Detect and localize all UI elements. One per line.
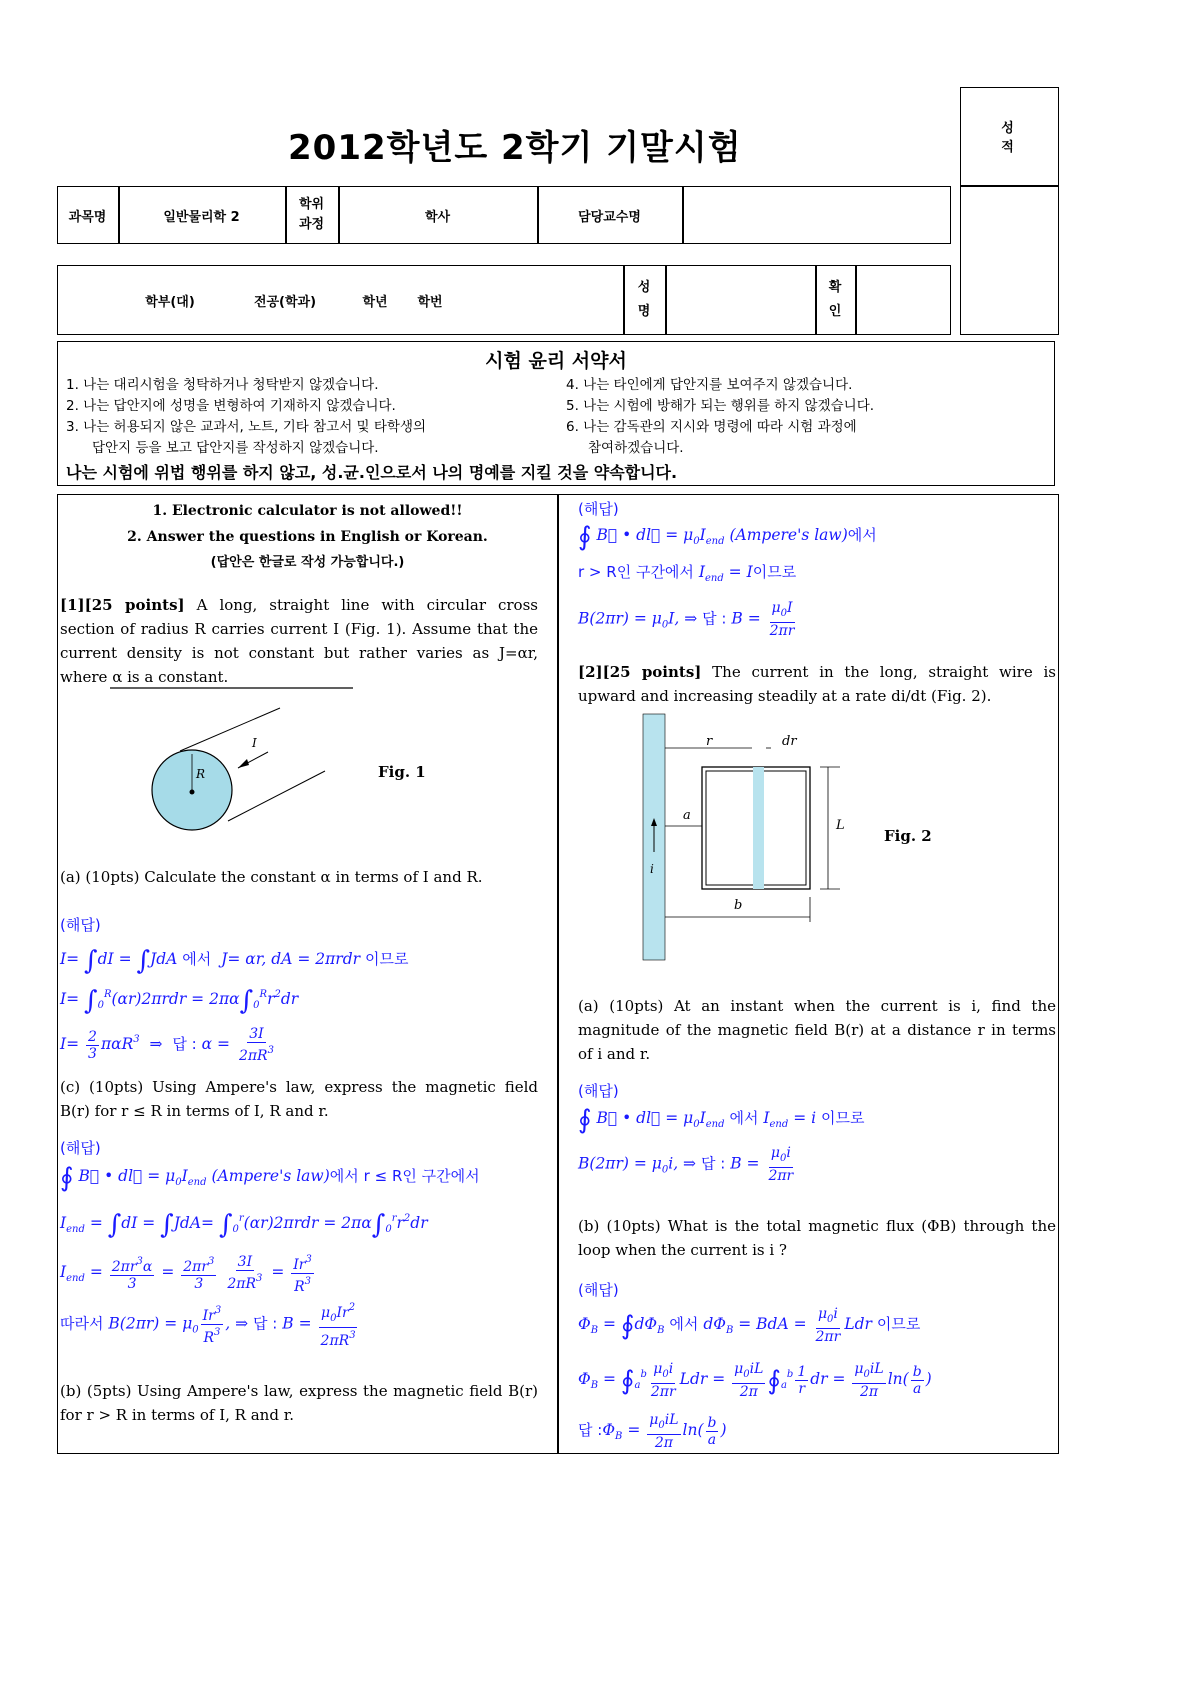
answer-label: (해답) <box>578 1281 619 1299</box>
ans-text: r ≤ R인 구간에서 <box>363 1167 480 1185</box>
answer-1b: (해답) ∮ B⃗ • dl⃗ = $\mu_0I_{end}$ (Ampere's law)에서 r > R인 구간에서 $I_{end} = I$이므로 $B(2\pi r) = \mu_0I$, ⇒ 답 : B = $\frac{\mu_0I}{2\pi r}$ <box>578 500 877 639</box>
column-divider <box>557 494 559 1454</box>
q2a-text: (a) (10pts) At an instant when the current is i, find the magnitude of the magnetic field B(r) at a distance r in terms of i and r. <box>578 997 1056 1063</box>
ans-text: 에서 <box>847 526 877 544</box>
ans-text: 답 : <box>578 1421 603 1439</box>
grade-box-divider <box>960 185 1059 187</box>
figure-2 <box>640 712 860 962</box>
ans-text: 에서 <box>729 1109 759 1127</box>
answer-label: (해답) <box>60 916 101 934</box>
answer-2a: (해답) ∮ B⃗ • dl⃗ = $\mu_0I_{end}$ 에서 $I_{end} = i$ 이므로 $B(2\pi r) = \mu_0i$, ⇒ 답 : B = $\frac{\mu_0i}{2\pi r}$ <box>578 1082 865 1184</box>
ans-text: (Ampere's law) <box>729 526 848 544</box>
name-label-line2: 명 <box>637 304 651 319</box>
instructions <box>60 498 555 576</box>
fig2-dr-label: dr <box>782 734 797 749</box>
fig2-l-label: L <box>836 818 845 833</box>
instruction-line: 2. Answer the questions in English or Korean. <box>127 529 488 545</box>
ans-text: 답 : <box>700 1154 726 1173</box>
ans-text: 에서 <box>182 950 212 968</box>
q2-label: [2][25 points] <box>578 663 702 681</box>
ethics-item: 답안지 등을 보고 답안지를 작성하지 않겠습니다. <box>92 440 379 456</box>
fig2-i-label: i <box>650 862 654 876</box>
ethics-left-list <box>66 375 536 459</box>
q1b-text: (b) (5pts) Using Ampere's law, express the magnetic field B(r) for r > R in terms of I, R and r. <box>60 1382 538 1424</box>
q1-label: [1][25 points] <box>60 596 185 614</box>
ethics-item: 6. 나는 감독관의 지시와 명령에 따라 시험 과정에 <box>566 419 857 435</box>
dept-label: 학부(대) <box>145 294 195 310</box>
fig1-arrow-head <box>238 759 249 768</box>
ans-text: 따라서 <box>60 1314 104 1333</box>
fig1-cylinder-edge <box>228 771 325 821</box>
ethics-item: 참여하겠습니다. <box>588 440 684 456</box>
year-label: 학년 <box>362 294 388 310</box>
ethics-item: 2. 나는 답안지에 성명을 변형하여 기재하지 않겠습니다. <box>66 398 396 414</box>
q2b-text: (b) (10pts) What is the total magnetic flux (ΦB) through the loop when the current is i ? <box>578 1217 1056 1259</box>
q1-statement <box>60 593 538 689</box>
subject-label: 과목명 <box>68 209 107 225</box>
degree-label-line2: 과정 <box>298 217 325 232</box>
ethics-item: 1. 나는 대리시험을 청탁하거나 청탁받지 않겠습니다. <box>66 377 379 393</box>
q1c-text: (c) (10pts) Using Ampere's law, express the magnetic field B(r) for r ≤ R in terms of I, R and r. <box>60 1078 538 1120</box>
professor-field[interactable] <box>683 187 949 242</box>
fig2-a-label: a <box>683 808 691 823</box>
ans-text: 답 : <box>172 1035 197 1053</box>
ethics-right-list <box>566 375 1046 459</box>
ans-text: (Ampere's law) <box>211 1167 330 1185</box>
check-label <box>815 265 855 335</box>
name-label-line1: 성 <box>637 280 651 295</box>
q2-text: The current in the long, straight wire is upward and increasing steadily at a rate di/dt (Fig. 2). <box>578 663 1056 705</box>
q1-text: A long, straight line with circular cross section of radius R carries current I (Fig. 1). Assume that the current density is not constant but rather varies as J=αr, where α is a constant. <box>60 596 538 686</box>
fig2-strip <box>753 767 764 889</box>
ethics-pledge: 나는 시험에 위법 행위를 하지 않고, 성.균.인으로서 나의 명예를 지킬 것을 약속합니다. <box>66 463 678 482</box>
ethics-item: 3. 나는 허용되지 않은 교과서, 노트, 기타 참고서 및 타학생의 <box>66 419 427 435</box>
instruction-line: (답안은 한글로 작성 가능합니다.) <box>210 555 405 570</box>
check-field[interactable] <box>857 266 949 333</box>
check-label-line1: 확 <box>828 280 842 295</box>
subject-value: 일반물리학 2 <box>163 209 240 225</box>
q1a-text: (a) (10pts) Calculate the constant α in terms of I and R. <box>60 868 483 886</box>
ans-text: 이므로 <box>364 950 409 968</box>
ethics-item: 5. 나는 시험에 방해가 되는 행위를 하지 않겠습니다. <box>566 398 875 414</box>
ans-text: 답 : <box>702 609 727 628</box>
degree-label <box>285 186 338 244</box>
fig2-r-label: r <box>706 734 713 749</box>
ans-text: 답 : <box>253 1314 278 1333</box>
major-label: 전공(학과) <box>253 294 317 310</box>
name-label <box>623 265 665 335</box>
ans-text: 이므로 <box>821 1109 865 1127</box>
answer-label: (해답) <box>578 1082 619 1100</box>
ans-text: 에서 <box>669 1315 699 1333</box>
fig1-cylinder-edge <box>180 708 280 751</box>
student-id-label: 학번 <box>417 294 443 310</box>
ethics-item: 4. 나는 타인에게 답안지를 보여주지 않겠습니다. <box>566 377 853 393</box>
degree-value: 학사 <box>424 209 451 225</box>
degree-label-line1: 학위 <box>298 197 325 212</box>
fig1-r-label: R <box>196 767 206 781</box>
fig2-caption: Fig. 2 <box>884 827 932 845</box>
name-field[interactable] <box>667 266 814 333</box>
answer-1a: (해답) I= ∫dI = ∫JdA 에서 J= αr, dA = 2πrdr 이므로 $I= \int_0^R(\alpha r)2\pi rdr = 2\pi\alpha\int_0^Rr^2dr$ I= $\frac{2}{3}$ παR$^3$ ⇒ 답 : α = $\frac{3I}{2\pi R^3}$ <box>60 916 409 1064</box>
ans-text: r > R인 구간에서 <box>578 563 694 581</box>
answer-2b: (해답) $\Phi_B$ = $∮d\Phi_B$ 에서 $d\Phi_B$ = BdA = $\frac{\mu_0i}{2\pi r}$ Ldr 이므로 $\Phi_B$ = $∮_a^b$ $\frac{\mu_0i}{2\pi r}$ Ldr = $\frac{\mu_0iL}{2\pi}$ $∮_a^b$ $\frac{1}{r}$ dr = $\frac{\mu_0iL}{2\pi}$ ln( $\frac{b}{a}$ ) 답 $:\Phi_B$ = $\frac{\mu_0iL}{2\pi}$ ln( $\frac{b}{a}$ ) <box>578 1281 932 1451</box>
fig2-b-label: b <box>734 898 743 913</box>
ans-text: 이므로 <box>876 1315 921 1333</box>
ans-text: 에서 <box>329 1167 359 1185</box>
fig1-i-label: I <box>252 736 257 750</box>
instruction-line: 1. Electronic calculator is not allowed!! <box>152 503 463 519</box>
answer-label: (해답) <box>60 1139 101 1157</box>
fig1-caption: Fig. 1 <box>378 763 426 781</box>
answer-label: (해답) <box>578 500 619 518</box>
q2-statement <box>578 660 1056 708</box>
ans-text: 이므로 <box>752 563 797 581</box>
grade-label: 성 적 <box>1001 121 1038 155</box>
ethics-title: 시험 윤리 서약서 <box>485 350 627 372</box>
answer-1c: (해답) ∮ B⃗ • dl⃗ = $\mu_0I_{end}$ (Ampere's law)에서 r ≤ R인 구간에서 $I_{end} = \int dI = \int JdA= \int_0^r(\alpha r)2\pi rdr = 2\pi\alpha\int_0^rr^2dr$ $I_{end}$ = $\frac{2\pi r^3\alpha}{3}$ = $\frac{2\pi r^3}{3}$ $\frac{3I}{2\pi R^3}$ = $\frac{Ir^3}{R^3}$ 따라서 $B(2\pi r) = \mu_0$ $\frac{Ir^3}{R^3}$ , ⇒ 답 : B = $\frac{\mu_0Ir^2}{2\pi R^3}$ <box>60 1139 480 1349</box>
check-label-line2: 인 <box>828 304 842 319</box>
figure-1 <box>110 686 360 846</box>
page-title: 2012학년도 2학기 기말시험 <box>288 128 742 168</box>
professor-label: 담당교수명 <box>578 209 641 225</box>
